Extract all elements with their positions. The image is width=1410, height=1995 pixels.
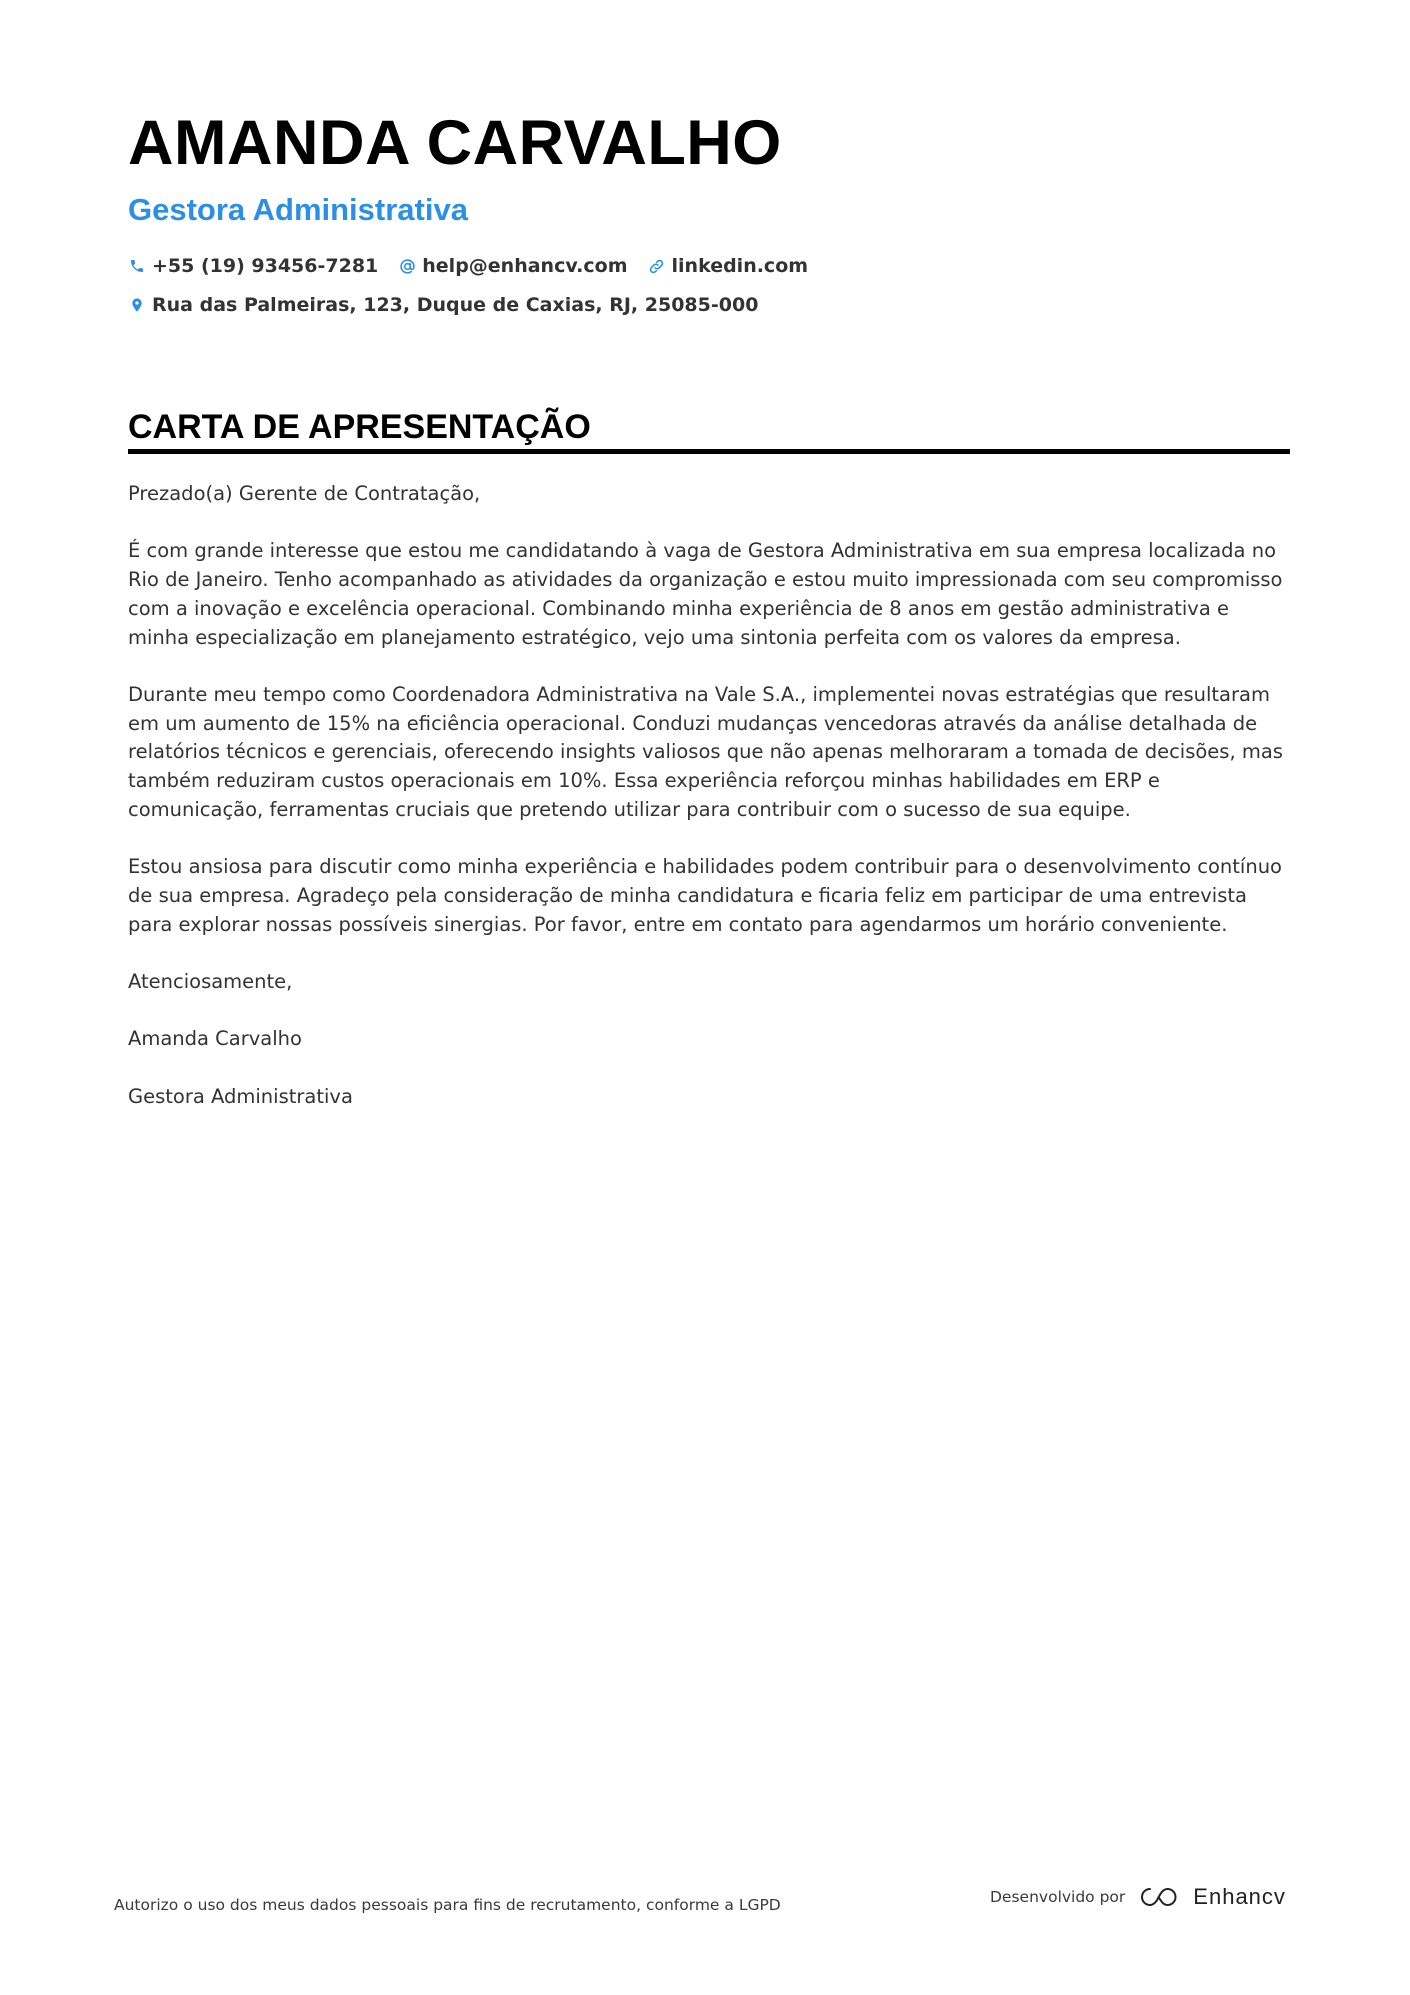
at-icon (398, 257, 416, 275)
candidate-job-title: Gestora Administrativa (128, 192, 468, 227)
signature-title: Gestora Administrativa (128, 1084, 353, 1108)
contact-linkedin[interactable] (648, 255, 809, 277)
powered-by[interactable] (990, 1884, 1286, 1910)
contact-address-text: Rua das Palmeiras, 123, Duque de Caxias, RJ, 25085-000 (152, 294, 759, 316)
contact-address (128, 294, 758, 316)
section-title: CARTA DE APRESENTAÇÃO (128, 408, 591, 446)
enhancv-logo-icon (1137, 1885, 1183, 1909)
contact-email-text: help@enhancv.com (422, 255, 628, 277)
contact-phone-text: +55 (19) 93456-7281 (152, 255, 379, 277)
letter-paragraph: É com grande interesse que estou me candidatando à vaga de Gestora Administrativa em sua empresa localizada no Rio de Janeiro. Tenho acompanhado as atividades da organização e estou muito impressionada com seu compromisso com a inovação e excelência operacional. Combinando minha experiência de 8 anos em gestão administrativa e minha especialização em planejamento estratégico, vejo uma sintonia perfeita com os valores da empresa. (128, 539, 1283, 649)
contact-phone[interactable] (128, 255, 378, 277)
location-pin-icon (128, 296, 146, 314)
section-divider (128, 449, 1290, 454)
candidate-name: AMANDA CARVALHO (128, 108, 782, 178)
contact-linkedin-text: linkedin.com (671, 255, 809, 277)
letter-paragraph: Estou ansiosa para discutir como minha experiência e habilidades podem contribuir para o desenvolvimento contínuo de sua empresa. Agradeço pela consideração de minha candidatura e ficaria feliz em participar de uma entrevista para explorar nossas possíveis sinergias. Por favor, entre em contato para agendarmos um horário conveniente. (128, 855, 1282, 936)
phone-icon (128, 257, 146, 275)
powered-by-label: Desenvolvido por (990, 1888, 1126, 1906)
contact-email[interactable] (398, 255, 627, 277)
brand-name: Enhancv (1193, 1884, 1286, 1909)
contact-row-address (128, 294, 778, 316)
contact-row-primary (128, 255, 828, 277)
link-icon (648, 257, 666, 275)
letter-salutation: Prezado(a) Gerente de Contratação, (128, 482, 481, 505)
letter-paragraph: Durante meu tempo como Coordenadora Administrativa na Vale S.A., implementei novas estratégias que resultaram em um aumento de 15% na eficiência operacional. Conduzi mudanças vencedoras através da análise detalhada de relatórios técnicos e gerenciais, oferecendo insights valiosos que não apenas melhoraram a tomada de decisões, mas também reduziram custos operacionais em 10%. Essa experiência reforçou minhas habilidades em ERP e comunicação, ferramentas cruciais que pretendo utilizar para contribuir com o sucesso de sua equipe. (128, 682, 1283, 821)
consent-note: Autorizo o uso dos meus dados pessoais para fins de recrutamento, conforme a LGPD (114, 1896, 781, 1914)
letter-body (128, 480, 1290, 1140)
letter-closing: Atenciosamente, (128, 969, 293, 993)
signature-name: Amanda Carvalho (128, 1027, 302, 1051)
